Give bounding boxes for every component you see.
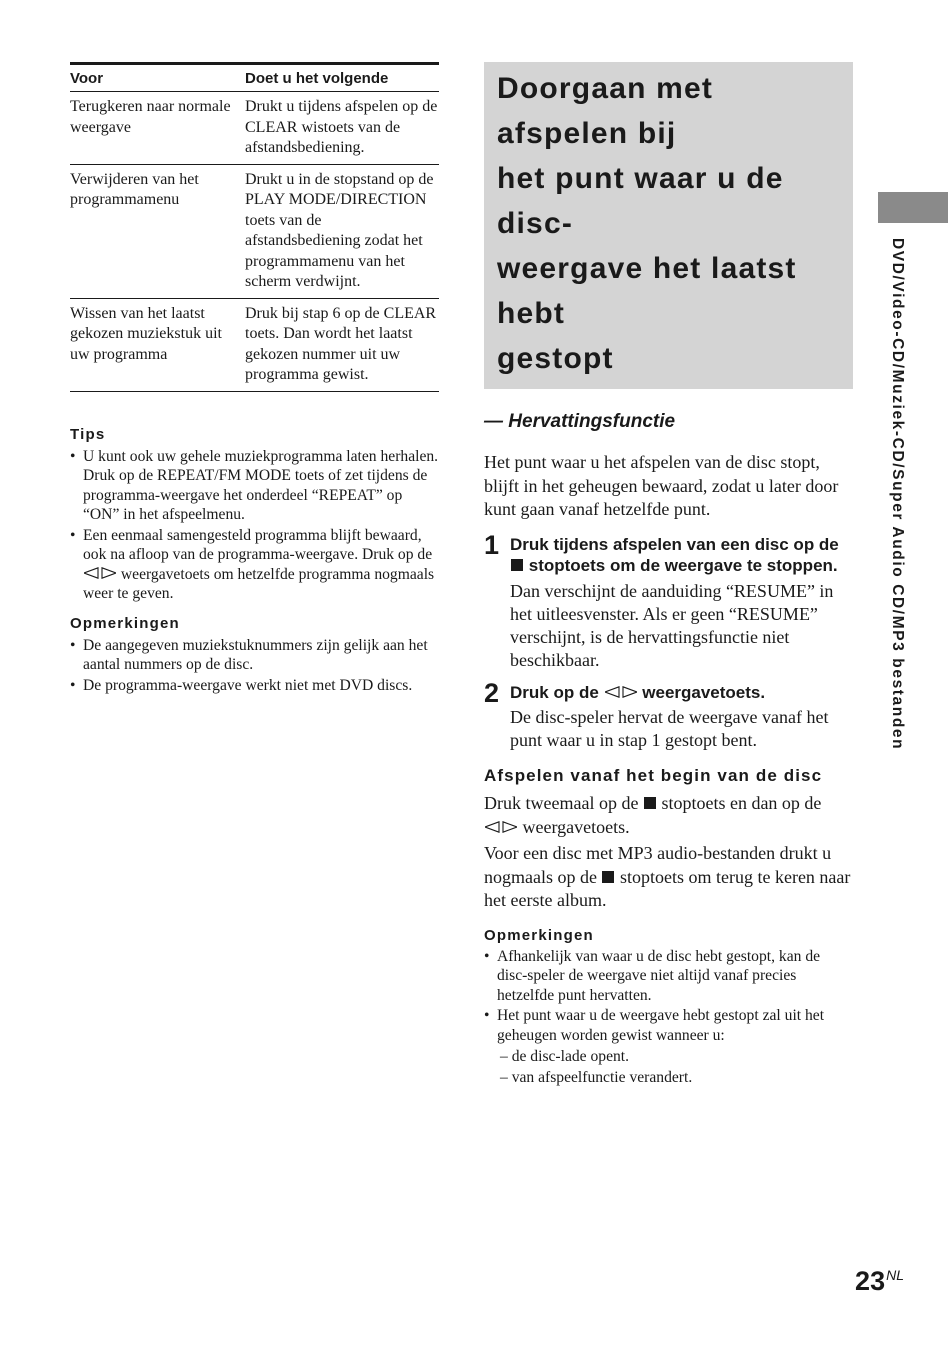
begin-paragraph-2	[484, 842, 853, 913]
section-tab-marker	[878, 192, 948, 223]
list-item: • De programma-weergave werkt niet met DVD discs.	[70, 676, 439, 696]
list-item: • U kunt ook uw gehele muziekprogramma laten herhalen. Druk op de REPEAT/FM MODE toets of zet tijdens de programma-weergave het onderdeel “REPEAT” op “ON” in het afspeelmenu.	[70, 447, 439, 525]
table-row	[70, 92, 439, 165]
step-body: De disc-speler hervat de weergave vanaf het punt waar u in stap 1 gestopt bent.	[510, 707, 829, 750]
table-row	[70, 298, 439, 391]
table-cell: Verwijderen van het programmamenu	[70, 164, 245, 298]
table-cell: Terugkeren naar normale weergave	[70, 92, 245, 165]
begin-paragraph-1	[484, 792, 853, 839]
notes-list	[484, 947, 853, 1046]
begin-text: stoptoets om terug te keren naar het eerste album.	[484, 866, 851, 910]
step-heading-text: Druk tijdens afspelen van een disc op de	[510, 534, 839, 554]
play-pause-arrows-icon	[84, 567, 116, 579]
section-subtitle: — Hervattingsfunctie	[484, 411, 676, 432]
begin-text: stoptoets en dan op de	[661, 793, 822, 813]
table-cell: Drukt u tijdens afspelen op de CLEAR wistoets van de afstandsbediening.	[245, 92, 439, 165]
table-row	[70, 164, 439, 298]
notes-list	[70, 636, 439, 696]
instruction-table	[70, 62, 439, 392]
dash-item: – de disc-lade opent.	[500, 1048, 630, 1065]
tips-list	[70, 447, 439, 604]
list-item: • Afhankelijk van waar u de disc hebt gestopt, kan de disc-speler de weergave niet altijd vanaf precies hetzelfde punt hervatten.	[484, 947, 853, 1006]
tips-item2-text-end: weergavetoets om hetzelfde programma nogmaals weer te geven.	[83, 565, 435, 602]
begin-heading: Afspelen vanaf het begin van de disc	[484, 766, 823, 785]
table-header-voor: Voor	[70, 64, 245, 92]
title-line: weergave het laatst hebt	[497, 252, 797, 330]
page-number	[855, 1266, 904, 1297]
table-cell: Drukt u in de stopstand op de PLAY MODE/DIRECTION toets van de afstandsbediening zodat het programmamenu van het scherm verdwijnt.	[245, 164, 439, 298]
step-heading-text-end: weergavetoets.	[642, 682, 766, 702]
tips-heading: Tips	[70, 425, 106, 443]
begin-text: Druk tweemaal op de	[484, 793, 639, 813]
stop-square-icon	[644, 797, 656, 809]
stop-square-icon	[511, 559, 523, 571]
notes-heading: Opmerkingen	[484, 926, 594, 944]
step-heading	[510, 534, 853, 577]
right-column	[484, 62, 853, 1088]
table-header-row	[70, 64, 439, 92]
section-title-box	[484, 62, 853, 389]
title-line: het punt waar u de disc-	[497, 162, 784, 240]
step-heading-text-end: stoptoets om de weergave te stoppen.	[528, 556, 838, 575]
dash-item: – van afspeelfunctie verandert.	[500, 1069, 693, 1086]
step-number: 1	[484, 529, 500, 560]
tips-item2-text: Een eenmaal samengesteld programma blijft bewaard, ook na afloop van de programma-weergave. Druk op de	[83, 526, 433, 563]
step-2	[484, 677, 853, 753]
step-body: Dan verschijnt de aanduiding “RESUME” in het uitleesvenster. Als er geen “RESUME” verschijnt, is de hervattingsfunctie niet beschikbaar.	[510, 580, 834, 670]
left-column	[70, 62, 439, 696]
page-language-suffix: NL	[886, 1267, 904, 1283]
step-1	[484, 529, 853, 672]
step-number: 2	[484, 677, 500, 708]
list-item	[70, 526, 439, 604]
table-cell: Wissen van het laatst gekozen muziekstuk uit uw programma	[70, 304, 222, 363]
begin-text: Voor een disc met MP3 audio-bestanden drukt u nogmaals op de	[484, 843, 832, 887]
title-line: gestopt	[497, 342, 614, 375]
play-pause-arrows-icon	[485, 821, 517, 833]
play-pause-arrows-icon	[605, 686, 637, 698]
notes-heading: Opmerkingen	[70, 614, 180, 632]
step-heading-text: Druk op de	[510, 682, 599, 702]
list-item: • De aangegeven muziekstuknummers zijn gelijk aan het aantal nummers op de disc.	[70, 636, 439, 675]
sidebar-section-label: DVD/Video-CD/Muziek-CD/Super Audio CD/MP3 bestanden	[889, 238, 906, 751]
begin-text: weergavetoets.	[522, 816, 630, 837]
title-line: Doorgaan met afspelen bij	[497, 72, 714, 150]
list-item: • Het punt waar u de weergave hebt gestopt zal uit het geheugen worden gewist wanneer u:	[484, 1006, 853, 1045]
section-title	[497, 66, 843, 381]
intro-paragraph: Het punt waar u het afspelen van de disc stopt, blijft in het geheugen bewaard, zodat u later door kunt gaan vanaf hetzelfde punt.	[484, 452, 839, 519]
page-number-value: 23	[855, 1266, 886, 1296]
step-heading	[510, 682, 853, 704]
table-header-action: Doet u het volgende	[245, 64, 439, 92]
stop-square-icon	[602, 871, 614, 883]
table-cell: Druk bij stap 6 op de CLEAR toets. Dan wordt het laatst gekozen nummer uit uw programma gewist.	[245, 304, 437, 383]
